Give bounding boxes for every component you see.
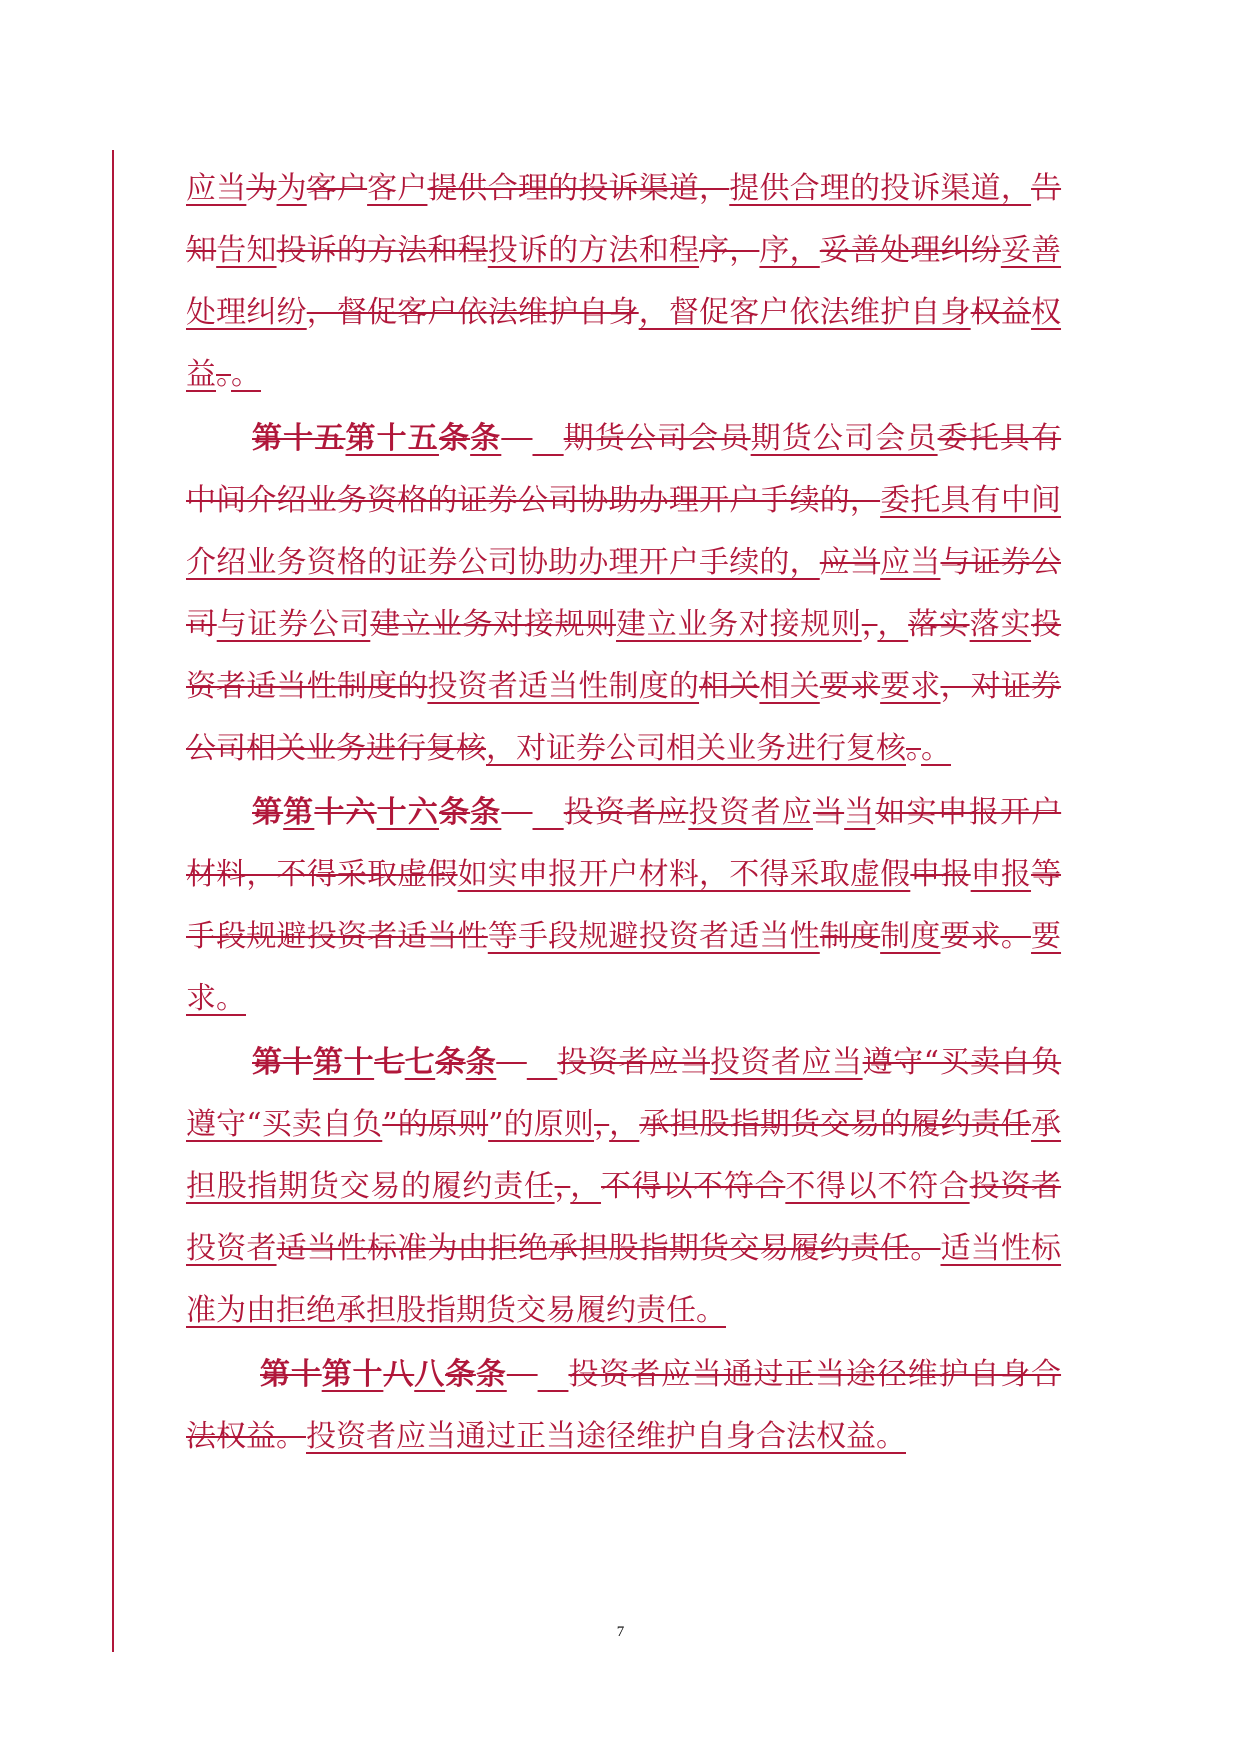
inserted-text: 权益 — [186, 295, 1062, 392]
inserted-text: 为 — [276, 171, 307, 206]
deleted-text: 投资者 — [969, 1169, 1062, 1204]
deleted-text: 妥善处理纠纷 — [819, 233, 1001, 268]
deleted-text: 八 — [383, 1357, 415, 1392]
inserted-text: 告知 — [216, 233, 277, 268]
deleted-text: 第十 — [252, 1045, 314, 1080]
deleted-text: 申报 — [910, 857, 971, 892]
inserted-text: ”的原则 — [488, 1107, 595, 1142]
deleted-text: 适当性标准为由拒绝承担股指期货交易履约责任。 — [276, 1231, 941, 1266]
deleted-text: 第 — [252, 795, 284, 830]
inserted-text: 应当 — [186, 171, 247, 206]
deleted-text: 客户 — [306, 171, 368, 206]
inserted-text: 。 — [921, 731, 951, 766]
deleted-text: ， — [554, 1169, 571, 1204]
inserted-text: 承担股指期货交易的履约责任 — [186, 1107, 1062, 1204]
deleted-text: 。 — [906, 731, 921, 766]
deleted-text: 第十五 — [252, 421, 346, 456]
deleted-text: 条 — [435, 1045, 466, 1080]
inserted-text: 如实申报开户材料，不得采取虚假 — [457, 857, 911, 892]
inserted-text: 期货公司会员 — [750, 421, 938, 456]
deleted-text: 权益 — [970, 295, 1032, 330]
inserted-text: 遵守“买卖自负 — [186, 1107, 383, 1142]
inserted-text: 。 — [231, 357, 261, 392]
deleted-text: 投资者应当 — [557, 1045, 710, 1080]
inserted-text — [538, 1357, 569, 1392]
inserted-text: 序， — [759, 233, 820, 268]
inserted-text: 八 — [414, 1357, 446, 1392]
inserted-text: 要求。 — [186, 919, 1062, 1016]
inserted-text: 委托具有中间介绍业务资格的证券公司协助办理开户手续的， — [186, 483, 1062, 580]
deleted-text: ，督促客户依法维护自身 — [306, 295, 639, 330]
inserted-text: 适当性标准为由拒绝承担股指期货交易履约责任。 — [186, 1231, 1062, 1328]
document-body[interactable] — [186, 158, 1061, 1470]
inserted-text: 客户 — [367, 171, 428, 206]
deleted-text: 等手段规避投资者适当性 — [186, 857, 1062, 954]
inserted-text: 第十五 — [345, 421, 439, 456]
article-paragraph — [186, 1344, 1061, 1468]
inserted-text: ， — [609, 1107, 640, 1142]
paragraph-continuation — [186, 158, 1061, 406]
deleted-text — [507, 1357, 538, 1392]
article-paragraph — [186, 408, 1061, 780]
deleted-text: 承担股指期货交易的履约责任 — [639, 1107, 1032, 1142]
deleted-text: 相关 — [699, 669, 760, 704]
deleted-text: 委托具有中间介绍业务资格的证券公司协助办理开户手续的， — [186, 421, 1062, 518]
inserted-text: 与证券公司 — [216, 607, 371, 642]
article-paragraph — [186, 1032, 1061, 1342]
deleted-text: 为 — [246, 171, 277, 206]
inserted-text: 第 — [283, 795, 315, 830]
inserted-text: ， — [877, 607, 909, 642]
inserted-text: 七 — [404, 1045, 436, 1080]
inserted-text: ，督促客户依法维护自身 — [638, 295, 971, 330]
revision-change-bar — [112, 150, 114, 1652]
inserted-text: ， — [570, 1169, 602, 1204]
inserted-text: 投资者应当通过正当途径维护自身合法权益。 — [306, 1419, 906, 1454]
inserted-text: 第十 — [313, 1045, 375, 1080]
inserted-text: 第十 — [321, 1357, 384, 1392]
inserted-text: 要求 — [880, 669, 941, 704]
inserted-text — [527, 1045, 558, 1080]
deleted-text: 七 — [374, 1045, 405, 1080]
deleted-text: 条 — [439, 795, 471, 830]
inserted-text: 申报 — [970, 857, 1032, 892]
inserted-text — [532, 421, 563, 456]
inserted-text: 投资者适当性制度的 — [427, 669, 700, 704]
deleted-text: 投资者应当通过正当途径维护自身合法权益。 — [186, 1357, 1062, 1454]
inserted-text: 等手段规避投资者适当性 — [487, 919, 820, 954]
deleted-text: 要求。 — [940, 919, 1032, 954]
deleted-text — [501, 421, 532, 456]
deleted-text: 制度 — [819, 919, 881, 954]
deleted-text: 落实 — [908, 607, 970, 642]
inserted-text: 建立业务对接规则 — [616, 607, 862, 642]
deleted-text: ， — [861, 607, 878, 642]
inserted-text: 落实 — [969, 607, 1032, 642]
deleted-text — [496, 1045, 527, 1080]
inserted-text: 应当 — [880, 545, 941, 580]
inserted-text: 条 — [470, 795, 502, 830]
deleted-text: ”的原则 — [382, 1107, 489, 1142]
deleted-text: 与证券公司 — [186, 545, 1062, 642]
article-paragraph — [186, 782, 1061, 1030]
inserted-text: 投诉的方法和程 — [487, 233, 700, 268]
inserted-text: 不得以不符合 — [785, 1169, 970, 1204]
inserted-text: 投资者应 — [688, 795, 813, 830]
deleted-text: 投资者应 — [563, 795, 689, 830]
deleted-text: ，对证券公司相关业务进行复核 — [186, 669, 1062, 766]
inserted-text: 投资者 — [186, 1231, 277, 1266]
inserted-text: 制度 — [880, 919, 941, 954]
deleted-text: 要求 — [819, 669, 881, 704]
inserted-text: 投资者应当 — [709, 1045, 863, 1080]
deleted-text: 条 — [445, 1357, 476, 1392]
deleted-text: 投诉的方法和程 — [276, 233, 488, 268]
deleted-text: 投资者适当性制度的 — [186, 607, 1062, 704]
deleted-text: 应当 — [819, 545, 881, 580]
deleted-text: 序， — [699, 233, 760, 268]
inserted-text: 条 — [465, 1045, 497, 1080]
deleted-text: 遵守“买卖自负 — [862, 1045, 1062, 1080]
inserted-text: ，对证券公司相关业务进行复核 — [486, 731, 906, 766]
deleted-text — [501, 795, 532, 830]
inserted-text: 条 — [470, 421, 502, 456]
inserted-text: 妥善处理纠纷 — [186, 233, 1062, 330]
deleted-text: 十六 — [314, 795, 377, 830]
deleted-text: 当 — [812, 795, 845, 830]
deleted-text: 如实申报开户材料，不得采取虚假 — [186, 795, 1062, 892]
deleted-text: 不得以不符合 — [601, 1169, 786, 1204]
inserted-text: 提供合理的投诉渠道， — [729, 171, 1032, 206]
deleted-text: 期货公司会员 — [563, 421, 751, 456]
deleted-text: 条 — [438, 421, 471, 456]
deleted-text: 。 — [216, 357, 231, 392]
page-number: 7 — [616, 1624, 625, 1640]
deleted-text: 第十 — [260, 1357, 322, 1392]
deleted-text: 建立业务对接规则 — [370, 607, 617, 642]
deleted-text: 提供合理的投诉渠道， — [427, 171, 730, 206]
inserted-text: 条 — [475, 1357, 507, 1392]
inserted-text — [533, 795, 564, 830]
deleted-text: 告知 — [186, 171, 1062, 268]
deleted-text: ， — [594, 1107, 610, 1142]
inserted-text: 相关 — [759, 669, 820, 704]
inserted-text: 当 — [844, 795, 876, 830]
inserted-text: 十六 — [376, 795, 439, 830]
